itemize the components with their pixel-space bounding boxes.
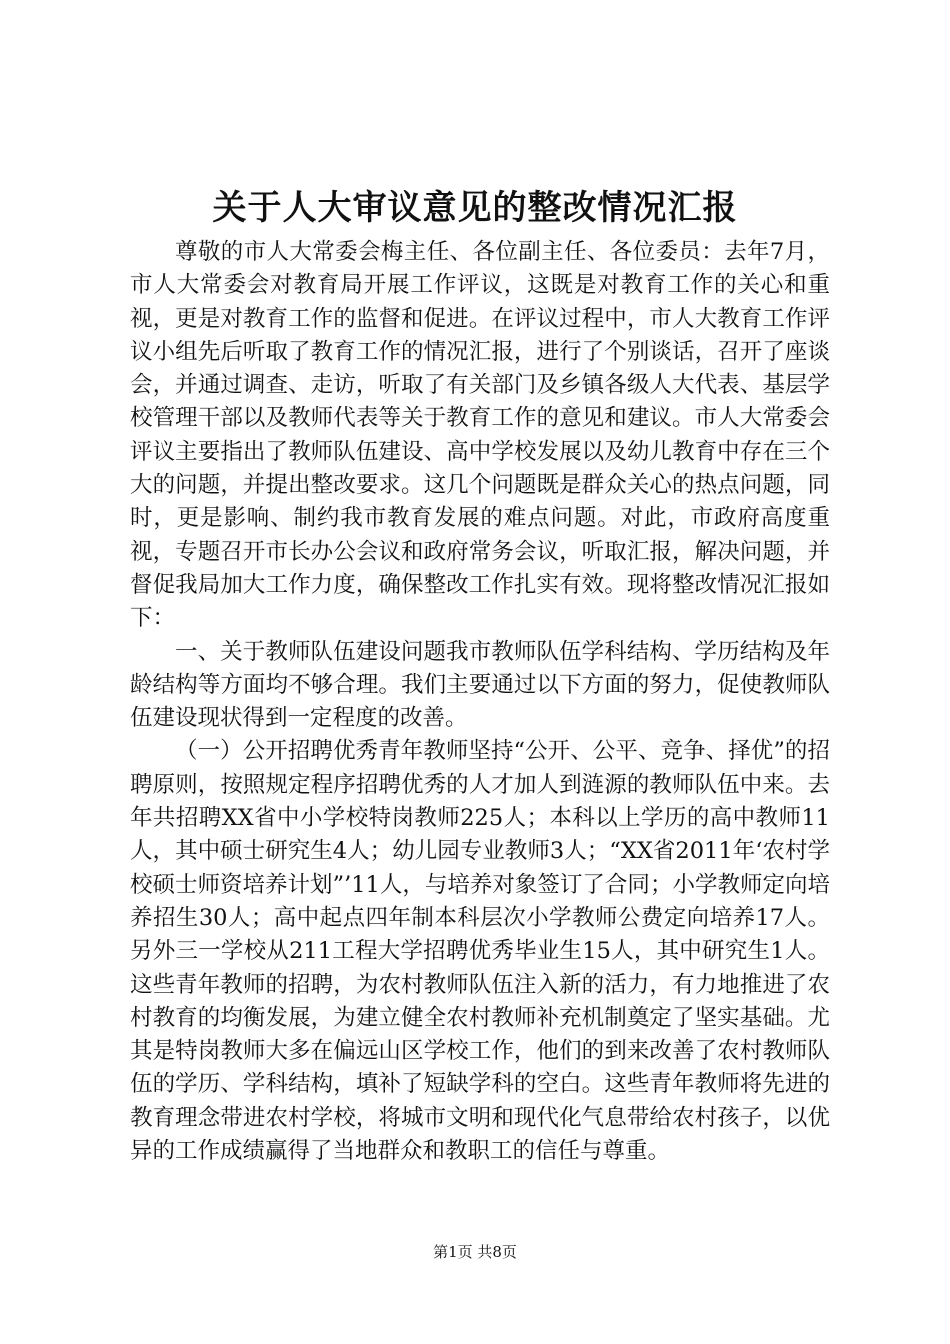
document-body (130, 236, 830, 1168)
document-title: 关于人大审议意见的整改情况汇报 (212, 188, 738, 228)
paragraph-subsection-one: （一）公开招聘优秀青年教师坚持“公开、公平、竞争、择优”的招聘原则，按照规定程序招聘优秀的人才加人到涟源的教师队伍中来。去年共招聘XX省中小学校特岗教师225人；本科以上学历的高中教师11人，其中硕士研究生4人；幼儿园专业教师3人；“XX省2011年‘农村学校硕士师资培养计划”’11人，与培养对象签订了合同；小学教师定向培养招生30人；高中起点四年制本科层次小学教师公费定向培养17人。另外三一学校从211工程大学招聘优秀毕业生15人，其中研究生1人。这些青年教师的招聘，为农村教师队伍注入新的活力，有力地推进了农村教育的均衡发展，为建立健全农村教师补充机制奠定了坚实基础。尤其是特岗教师大多在偏远山区学校工作，他们的到来改善了农村教师队伍的学历、学科结构，填补了短缺学科的空白。这些青年教师将先进的教育理念带进农村学校，将城市文明和现代化气息带给农村孩子，以优异的工作成绩赢得了当地群众和教职工的信任与尊重。 (130, 738, 830, 1165)
page-number-footer: 第1页 共8页 (433, 1243, 517, 1261)
paragraph-section-one: 一、关于教师队伍建设问题我市教师队伍学科结构、学历结构及年龄结构等方面均不够合理。我们主要通过以下方面的努力，促使教师队伍建设现状得到一定程度的改善。 (130, 638, 830, 732)
paragraph-intro: 尊敬的市人大常委会梅主任、各位副主任、各位委员：去年7月，市人大常委会对教育局开展工作评议，这既是对教育工作的关心和重视，更是对教育工作的监督和促进。在评议过程中，市人大教育工作评议小组先后听取了教育工作的情况汇报，进行了个别谈话，召开了座谈会，并通过调查、走访，听取了有关部门及乡镇各级人大代表、基层学校管理干部以及教师代表等关于教育工作的意见和建议。市人大常委会评议主要指出了教师队伍建设、高中学校发展以及幼儿教育中存在三个大的问题，并提出整改要求。这几个问题既是群众关心的热点问题，同时，更是影响、制约我市教育发展的难点问题。对此，市政府高度重视，专题召开市长办公会议和政府常务会议，听取汇报，解决问题，并督促我局加大工作力度，确保整改工作扎实有效。现将整改情况汇报如下： (130, 239, 830, 632)
